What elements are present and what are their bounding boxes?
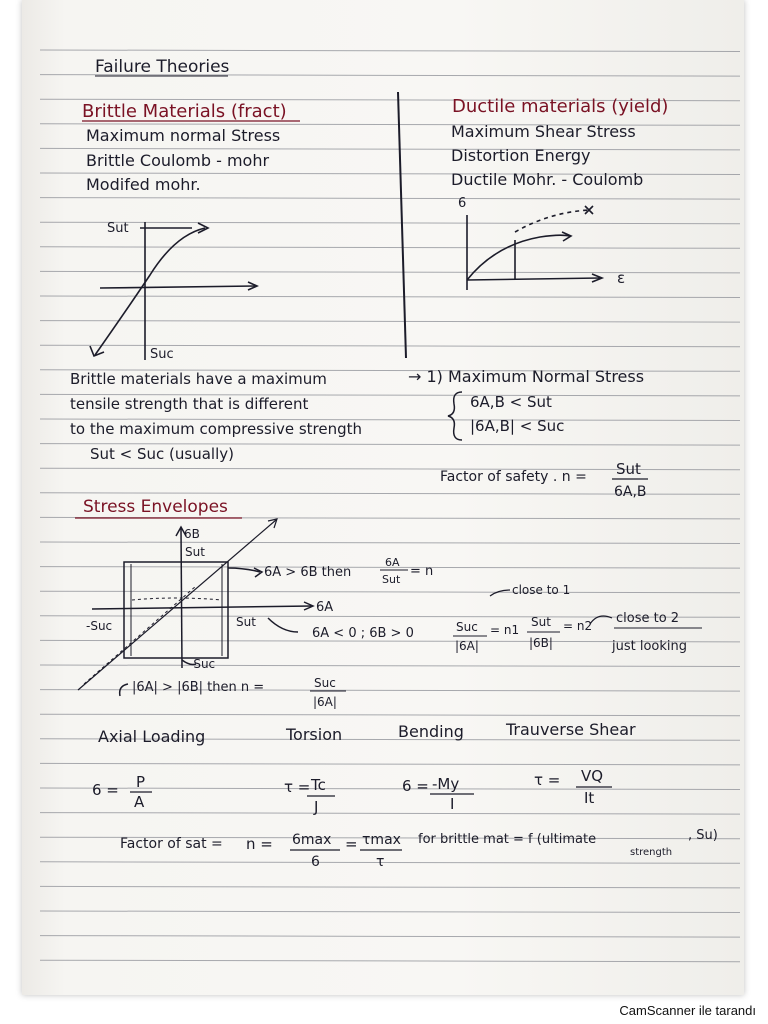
- ductile-sigma-label: 6: [458, 196, 467, 211]
- shear-numerator: VQ: [581, 767, 604, 785]
- load-line-dashed: [84, 586, 196, 684]
- factor-n: n =: [246, 835, 273, 853]
- note-line-1: Brittle materials have a maximum: [70, 370, 327, 388]
- max-normal-heading: → 1) Maximum Normal Stress: [408, 367, 645, 386]
- suc-bottom-label: -Suc: [189, 657, 216, 671]
- factor-brittle-note: for brittle mat = f (ultimate: [418, 832, 597, 847]
- factor-equals: =: [345, 835, 358, 853]
- factor-f2-numerator: τmax: [362, 832, 401, 848]
- brittle-stress-strain-sketch: [90, 222, 257, 360]
- shear-denominator: It: [584, 789, 595, 807]
- envelope-rectangle: [124, 562, 228, 658]
- bending-numerator: -My: [432, 775, 460, 793]
- header-axial: Axial Loading: [98, 727, 206, 746]
- just-looking-note: just looking: [612, 639, 688, 654]
- eq-b-result: = n2: [563, 619, 593, 633]
- rule1-result: = n: [410, 564, 434, 579]
- brittle-item-1: Maximum normal Stress: [86, 126, 281, 145]
- factor-label: Factor of sat =: [120, 836, 223, 852]
- axis-a-label: 6A: [316, 600, 334, 615]
- brittle-item-3: Modifed mohr.: [86, 175, 201, 194]
- note-line-3: to the maximum compressive strength: [70, 420, 363, 438]
- header-shear: Trauverse Shear: [506, 720, 636, 739]
- axial-denominator: A: [134, 793, 145, 811]
- factor-f2-denominator: τ: [376, 854, 385, 870]
- sut-top-label: Sut: [185, 545, 205, 559]
- column-divider: [398, 92, 406, 358]
- ductile-curve-arrow: [562, 232, 571, 241]
- torsion-lhs: τ =: [284, 778, 311, 796]
- ruled-line: [40, 198, 740, 200]
- factor-strength-note: strength: [630, 847, 673, 858]
- ductile-item-3: Ductile Mohr. - Coulomb: [451, 170, 644, 189]
- ductile-epsilon-axis: [467, 278, 600, 280]
- ductile-item-1: Maximum Shear Stress: [451, 122, 636, 141]
- rule2-condition: 6A < 0 ; 6B > 0: [312, 626, 414, 641]
- close1-pointer: [490, 590, 510, 596]
- condition-brace: [448, 392, 462, 440]
- fos-label: Factor of safety . n =: [440, 469, 587, 485]
- ruled-line: [40, 960, 740, 962]
- sigma-a-axis: [92, 606, 312, 609]
- sut-right-label: Sut: [236, 615, 256, 629]
- rule1-condition: 6A > 6B then: [264, 565, 352, 580]
- note-line-2: tensile strength that is different: [70, 395, 309, 413]
- brittle-item-2: Brittle Coulomb - mohr: [86, 151, 270, 170]
- note-line-4: Sut < Suc (usually): [90, 445, 234, 463]
- max-normal-condition-2: |6A,B| < Suc: [470, 417, 565, 435]
- axial-lhs: 6 =: [92, 781, 119, 799]
- ruled-line: [40, 665, 740, 667]
- close2-note: close to 2: [616, 611, 680, 626]
- shear-lhs: τ =: [534, 771, 561, 789]
- envelope-heading: Stress Envelopes: [83, 497, 228, 517]
- ductile-dashed-curve: [515, 210, 590, 232]
- axial-numerator: P: [136, 773, 146, 791]
- rule1-pointer-arrow: [254, 568, 262, 577]
- torsion-numerator: Tc: [311, 776, 326, 794]
- brittle-sut-label: Sut: [107, 221, 129, 236]
- close1-note: close to 1: [512, 583, 571, 597]
- eq-a-numerator: Suc: [456, 620, 478, 634]
- ruled-line: [40, 50, 740, 52]
- rule2-pointer: [268, 618, 298, 632]
- ruled-line: [40, 813, 740, 815]
- page-title: Failure Theories: [95, 57, 230, 77]
- ductile-heading: Ductile materials (yield): [452, 96, 669, 117]
- eq-a-denominator: |6A|: [455, 639, 479, 653]
- factor-f1-numerator: 6max: [292, 832, 332, 848]
- rule1-denominator: Sut: [382, 573, 401, 586]
- brittle-epsilon-axis: [100, 286, 255, 288]
- bending-denominator: I: [450, 795, 455, 813]
- bending-lhs: 6 =: [402, 777, 429, 795]
- brittle-heading: Brittle Materials (fract): [82, 101, 287, 122]
- factor-f1-denominator: 6: [311, 854, 320, 870]
- axis-b-label: 6B: [184, 527, 200, 541]
- ruled-line: [40, 763, 740, 765]
- factor-su-note: , Su): [688, 828, 718, 843]
- ruled-line: [40, 886, 740, 888]
- max-normal-condition-1: 6A,B < Sut: [470, 393, 552, 411]
- ductile-epsilon-label: ε: [617, 269, 626, 287]
- torsion-denominator: J: [314, 798, 319, 816]
- header-bending: Bending: [398, 722, 464, 741]
- suc-left-label: -Suc: [86, 619, 113, 633]
- ruled-line: [40, 148, 740, 150]
- envelope-inner-dash: [132, 598, 222, 600]
- ruled-line: [40, 911, 740, 913]
- eq-b-denominator: |6B|: [529, 636, 553, 650]
- fos-denominator: 6A,B: [614, 484, 647, 500]
- ruled-line: [40, 862, 740, 864]
- rule1-numerator: 6A: [385, 556, 400, 569]
- ductile-item-2: Distortion Energy: [451, 146, 591, 165]
- ductile-curve: [467, 235, 570, 280]
- header-torsion: Torsion: [286, 725, 343, 744]
- ruled-line: [40, 936, 740, 938]
- eq-a-result: = n1: [490, 623, 520, 637]
- rule3-numerator: Suc: [314, 676, 336, 690]
- scanner-watermark: CamScanner ile tarandı: [619, 1003, 756, 1018]
- ruled-line: [40, 591, 740, 593]
- brittle-suc-label: Suc: [150, 347, 174, 362]
- rule3-denominator: |6A|: [313, 695, 337, 709]
- ruled-line: [40, 542, 740, 544]
- ruled-line: [40, 714, 740, 716]
- fos-numerator: Sut: [616, 460, 641, 478]
- rule3-condition: |6A| > |6B| then n =: [132, 680, 265, 695]
- load-line: [78, 520, 276, 690]
- eq-b-numerator: Sut: [531, 615, 551, 629]
